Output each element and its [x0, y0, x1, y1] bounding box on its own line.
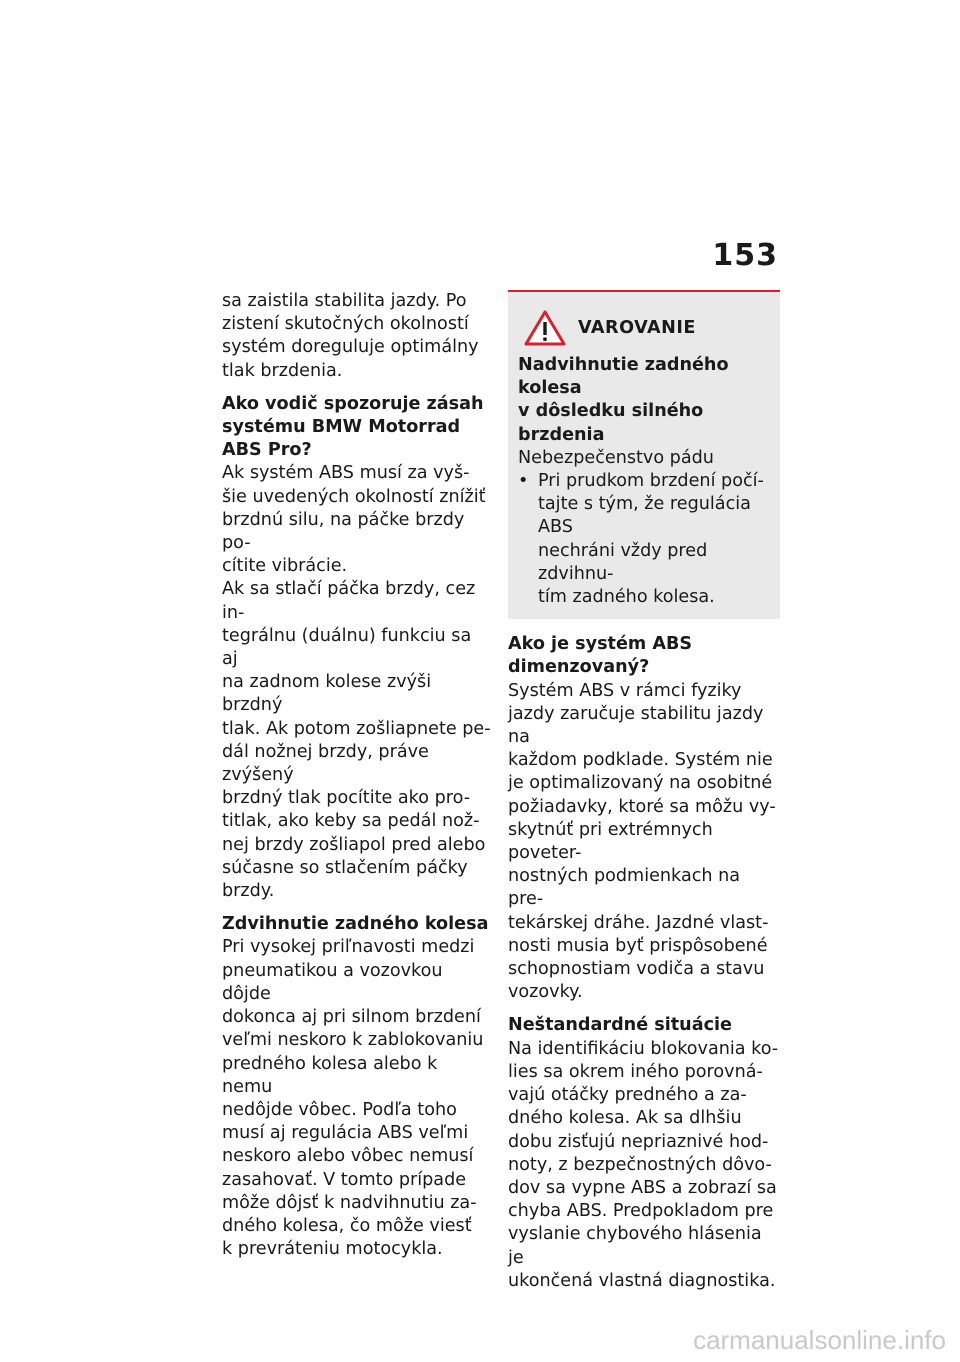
- right-column: [508, 290, 780, 1293]
- page-number: 153: [712, 238, 778, 273]
- warning-header: [518, 308, 770, 348]
- warning-subject: Nadvihnutie zadného kolesa v dôsledku silného brzdenia: [518, 355, 729, 445]
- watermark-text: carmanualsonline.info: [693, 1325, 946, 1355]
- paragraph-integral-brake: Ak sa stlačí páčka brzdy, cez in- tegrálnu (duálnu) funkciu sa aj na zadnom kolese zvýši brzdný tlak. Ak potom zošliapnete pe- dál nožnej brzdy, práve zvýšený brzdný tlak pocítite ako pro- titlak, ako keby sa pedál nož- nej brzdy zošliapol pred alebo súčasne so stlačením páčky brzdy.: [222, 579, 491, 902]
- left-column: [222, 290, 492, 1261]
- heading-rear-wheel-lift: Zdvihnutie zadného kolesa: [222, 914, 489, 935]
- warning-danger: Nebezpečenstvo pádu: [518, 447, 714, 468]
- warning-bullet-text: Pri prudkom brzdení počí- tajte s tým, že regulácia ABS nechráni vždy pred zdvihnu- tím zadného kolesa.: [538, 471, 764, 608]
- paragraph-vibration: Ak systém ABS musí za vyš- šie uvedených okolností znížiť brzdnú silu, na páčke brzdy po- cítite vibrácie.: [222, 463, 486, 577]
- paragraph-abs-design: Systém ABS v rámci fyziky jazdy zaručuje stabilitu jazdy na každom podklade. Systém nie je optimalizovaný na osobitné požiadavky, ktoré sa môžu vy- skytnúť pri extrémnych poveter- nostných podmienkach na pre- tekárskej dráhe. Jazdné vlast- nosti musia byť prispôsobené schopnostiam vodiča a stavu vozovky.: [508, 680, 776, 1003]
- bullet-mark: •: [518, 471, 529, 492]
- warning-bullet: [518, 470, 770, 609]
- heading-nonstandard-situations: Neštandardné situácie: [508, 1015, 732, 1036]
- paragraph-rear-wheel-lift: Pri vysokej priľnavosti medzi pneumatikou a vozovkou dôjde dokonca aj pri silnom brzdení veľmi neskoro k zablokovaniu predného kolesa alebo k nemu nedôjde vôbec. Podľa toho musí aj regulácia ABS veľmi neskoro alebo vôbec nemusí zasahovať. V tomto prípade môže dôjsť k nadvihnutiu za- dného kolesa, čo môže viesť k prevráteniu motocykla.: [222, 937, 484, 1260]
- warning-triangle-icon: [524, 310, 566, 346]
- heading-abs-design: Ako je systém ABS dimenzovaný?: [508, 634, 693, 678]
- warning-box: [508, 290, 780, 619]
- warning-title: VAROVANIE: [578, 318, 696, 338]
- paragraph-stability: sa zaistila stabilita jazdy. Po zistení skutočných okolností systém doreguluje optimálny tlak brzdenia.: [222, 291, 479, 381]
- heading-abs-intervention: Ako vodič spozoruje zásah systému BMW Motorrad ABS Pro?: [222, 393, 484, 461]
- paragraph-nonstandard-situations: Na identifikáciu blokovania ko- lies sa okrem iného porovná- vajú otáčky predného a za- dného kolesa. Ak sa dlhšiu dobu zisťujú nepriaznivé hod- noty, z bezpečnostných dôvo- dov sa vypne ABS a zobrazí sa chyba ABS. Predpokladom pre vyslanie chybového hlásenia je ukončená vlastná diagnostika.: [508, 1038, 779, 1291]
